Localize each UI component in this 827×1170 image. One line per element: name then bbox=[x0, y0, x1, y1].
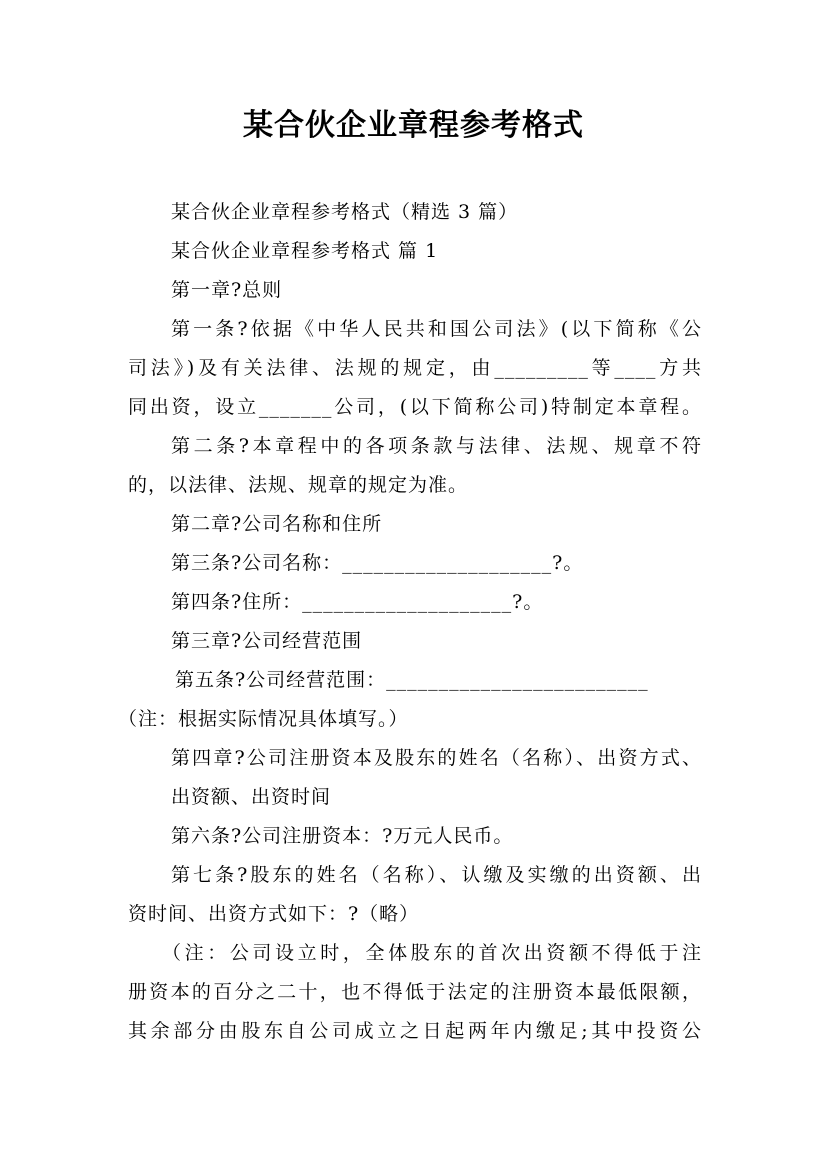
paragraph-line: （注：根据实际情况具体填写。） bbox=[118, 708, 409, 730]
chapter-heading: 第三章?公司经营范围 bbox=[171, 630, 363, 652]
document-title: 某合伙企业章程参考格式 bbox=[243, 108, 584, 143]
paragraph-line: 第二条?本章程中的各项条款与法律、法规、规章不符 bbox=[171, 435, 702, 457]
paragraph-line: 第三条?公司名称：____________________?。 bbox=[171, 552, 584, 574]
paragraph-line: （注：公司设立时，全体股东的首次出资额不得低于注 bbox=[162, 942, 702, 964]
paragraph-line: 某合伙企业章程参考格式（精选 3 篇） bbox=[171, 201, 519, 223]
paragraph-line: 第六条?公司注册资本：?万元人民币。 bbox=[171, 825, 514, 847]
paragraph-line: 第四条?住所：____________________?。 bbox=[171, 591, 544, 613]
paragraph-line: 第一条?依据《中华人民共和国公司法》(以下简称《公 bbox=[171, 318, 702, 340]
paragraph-line: 资时间、出资方式如下：?（略） bbox=[128, 903, 420, 925]
chapter-heading: 第四章?公司注册资本及股东的姓名（名称）、出资方式、 bbox=[171, 747, 702, 769]
paragraph-line: 同出资，设立_______公司，(以下简称公司)特制定本章程。 bbox=[128, 396, 702, 418]
paragraph-line: 的，以法律、法规、规章的规定为准。 bbox=[128, 474, 469, 496]
chapter-heading: 第一章?总则 bbox=[171, 279, 283, 301]
paragraph-line: 第七条?股东的姓名（名称）、认缴及实缴的出资额、出 bbox=[171, 864, 702, 886]
paragraph-line: 其余部分由股东自公司成立之日起两年内缴足;其中投资公 bbox=[128, 1020, 702, 1042]
chapter-heading: 第二章?公司名称和住所 bbox=[171, 513, 383, 535]
paragraph-line: 司法》)及有关法律、法规的规定，由_________等____方共 bbox=[128, 357, 702, 379]
paragraph-line: 册资本的百分之二十，也不得低于法定的注册资本最低限额， bbox=[128, 981, 702, 1003]
chapter-heading: 出资额、出资时间 bbox=[171, 786, 332, 808]
paragraph-line: 第五条?公司经营范围：_________________________ bbox=[175, 669, 649, 691]
paragraph-line: 某合伙企业章程参考格式 篇 1 bbox=[171, 240, 439, 262]
